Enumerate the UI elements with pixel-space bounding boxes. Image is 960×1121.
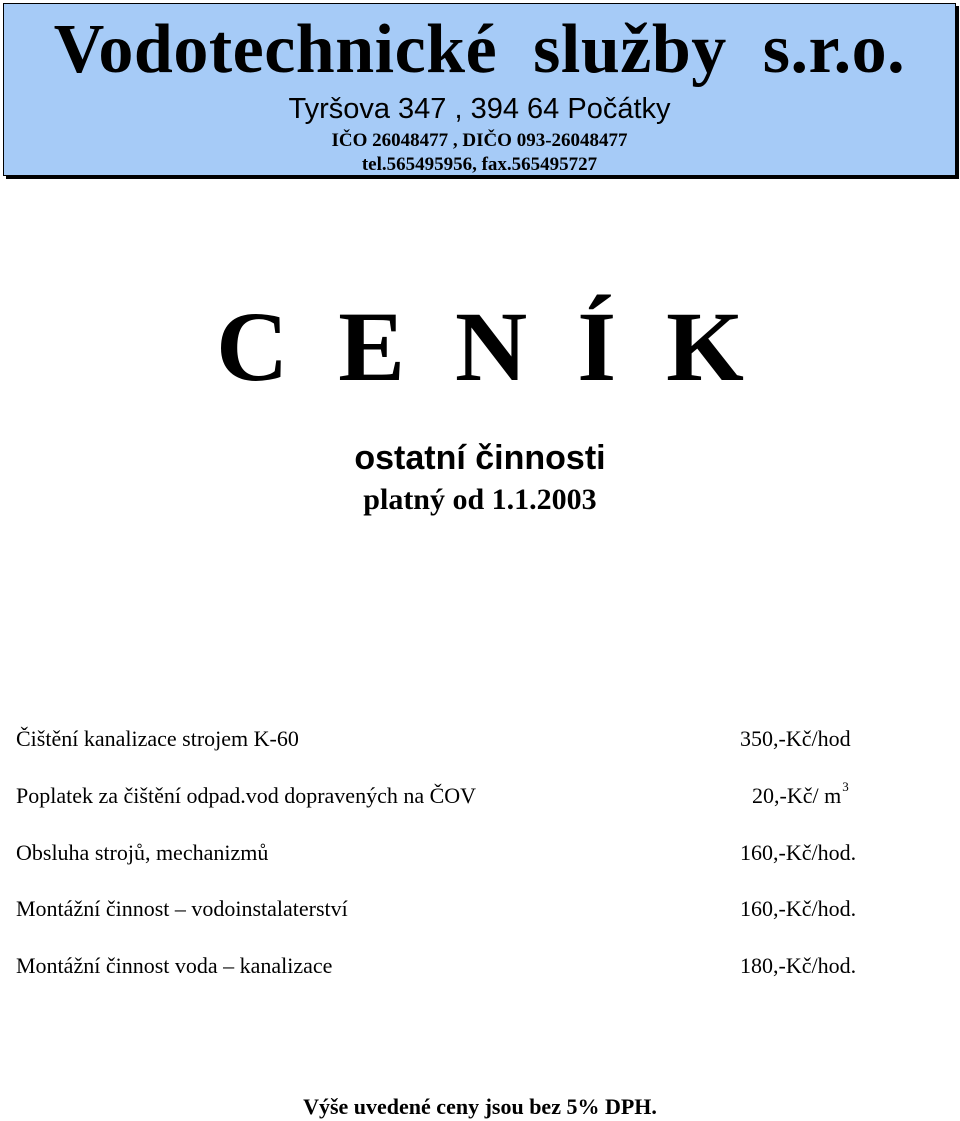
price-row (0, 951, 960, 981)
page-subtitle: ostatní činnosti (354, 439, 606, 477)
price-description: Obsluha strojů, mechanizmů (16, 840, 269, 865)
page-title: C E N Í K (216, 291, 744, 402)
price-value: 350,-Kč/hod (740, 726, 851, 751)
company-ico-dic: IČO 26048477 , DIČO 093-26048477 (331, 130, 628, 151)
price-row (0, 724, 960, 754)
price-value (752, 781, 849, 814)
price-row (0, 781, 960, 811)
company-address: Tyršova 347 , 394 64 Počátky (288, 93, 671, 125)
price-value: 180,-Kč/hod. (740, 953, 857, 978)
company-header (3, 3, 956, 176)
price-description: Montážní činnost voda – kanalizace (16, 953, 333, 978)
price-value: 160,-Kč/hod. (740, 896, 857, 921)
price-description: Poplatek za čištění odpad.vod dopravených na ČOV (16, 783, 477, 808)
company-contact: tel.565495956, fax.565495727 (361, 154, 598, 175)
price-unit-superscript: 3 (842, 779, 849, 794)
footer-note: Výše uvedené ceny jsou bez 5% DPH. (303, 1094, 657, 1119)
price-value: 160,-Kč/hod. (740, 840, 857, 865)
price-description: Čištění kanalizace strojem K-60 (16, 726, 299, 751)
price-row (0, 838, 960, 868)
company-name: Vodotechnické služby s.r.o. (53, 11, 906, 88)
price-value-text: 20,-Kč/ m (752, 783, 842, 808)
price-description: Montážní činnost – vodoinstalaterství (16, 896, 348, 921)
valid-from-date: platný od 1.1.2003 (363, 483, 597, 516)
price-row (0, 894, 960, 924)
